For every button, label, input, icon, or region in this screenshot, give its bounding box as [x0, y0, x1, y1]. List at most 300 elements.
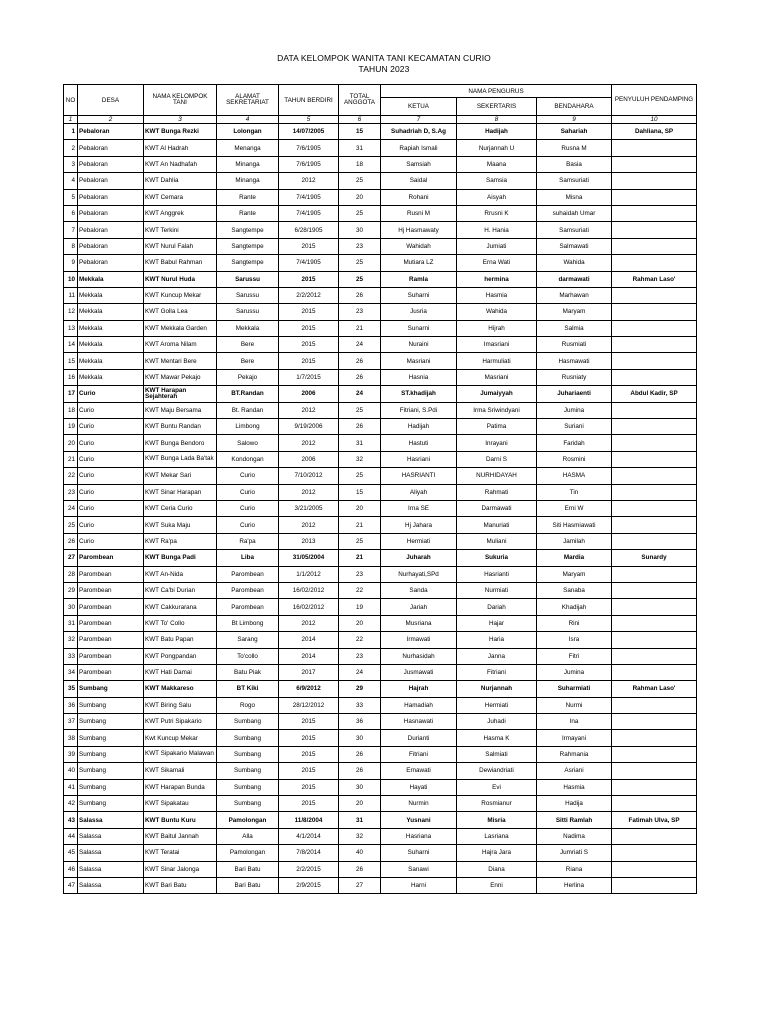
- row-penyuluh: [612, 861, 697, 877]
- row-alamat: Batu Piak: [217, 664, 279, 680]
- row-penyuluh: Rahman Laso': [612, 271, 697, 287]
- row-alamat: Mekkala: [217, 320, 279, 336]
- row-alamat: Sangtempe: [217, 255, 279, 271]
- row-no: 20: [64, 435, 78, 451]
- row-tahun-berdiri: 2015: [279, 796, 339, 812]
- row-bendahara: Jumriati S: [537, 845, 612, 861]
- row-total-anggota: 31: [339, 812, 381, 828]
- table-row: [64, 156, 697, 172]
- row-sekertaris: Irma Sriwindyani: [457, 402, 537, 418]
- row-bendahara: Riana: [537, 861, 612, 877]
- row-bendahara: Jamilah: [537, 533, 612, 549]
- table-row: [64, 599, 697, 615]
- row-sekertaris: hermina: [457, 271, 537, 287]
- row-no: 3: [64, 156, 78, 172]
- row-no: 33: [64, 648, 78, 664]
- row-total-anggota: 19: [339, 599, 381, 615]
- row-tahun-berdiri: 2017: [279, 664, 339, 680]
- row-desa: Curio: [78, 500, 144, 516]
- row-ketua: Hasriani: [381, 451, 457, 467]
- row-ketua: Hastuti: [381, 435, 457, 451]
- row-alamat: Pekajo: [217, 369, 279, 385]
- row-penyuluh: [612, 304, 697, 320]
- row-total-anggota: 26: [339, 353, 381, 369]
- row-nama-kelompok: KWT Cemara: [144, 189, 217, 205]
- table-row: [64, 730, 697, 746]
- row-sekertaris: Misria: [457, 812, 537, 828]
- row-penyuluh: [612, 451, 697, 467]
- row-penyuluh: [612, 369, 697, 385]
- row-nama-kelompok: KWT Ceria Curio: [144, 500, 217, 516]
- row-nama-kelompok: KWT Mekkala Garden: [144, 320, 217, 336]
- row-penyuluh: [612, 615, 697, 631]
- row-desa: Salassa: [78, 812, 144, 828]
- table-row: [64, 664, 697, 680]
- row-sekertaris: Hadijah: [457, 124, 537, 140]
- row-desa: Curio: [78, 468, 144, 484]
- row-total-anggota: 33: [339, 697, 381, 713]
- row-bendahara: Rusniaty: [537, 369, 612, 385]
- table-row: [64, 124, 697, 140]
- row-alamat: Sumbang: [217, 714, 279, 730]
- row-tahun-berdiri: 2/2/2012: [279, 287, 339, 303]
- row-no: 27: [64, 550, 78, 566]
- row-total-anggota: 20: [339, 500, 381, 516]
- table-row: [64, 369, 697, 385]
- row-nama-kelompok: KWT Bunga Lada Ba'tak: [144, 451, 217, 467]
- row-bendahara: Suriani: [537, 419, 612, 435]
- row-total-anggota: 40: [339, 845, 381, 861]
- row-total-anggota: 15: [339, 484, 381, 500]
- row-no: 17: [64, 386, 78, 402]
- row-ketua: Fitriani: [381, 746, 457, 762]
- row-ketua: Hasnawati: [381, 714, 457, 730]
- row-desa: Parombean: [78, 648, 144, 664]
- row-nama-kelompok: KWT Biring Salu: [144, 697, 217, 713]
- row-nama-kelompok: KWT Sipakatau: [144, 796, 217, 812]
- row-desa: Salassa: [78, 828, 144, 844]
- row-total-anggota: 24: [339, 386, 381, 402]
- row-penyuluh: [612, 599, 697, 615]
- row-tahun-berdiri: 2015: [279, 353, 339, 369]
- row-total-anggota: 22: [339, 582, 381, 598]
- row-tahun-berdiri: 16/02/2012: [279, 599, 339, 615]
- row-desa: Mekkala: [78, 320, 144, 336]
- row-penyuluh: [612, 173, 697, 189]
- row-sekertaris: Rahmati: [457, 484, 537, 500]
- column-number: 10: [612, 116, 697, 124]
- row-penyuluh: [612, 337, 697, 353]
- row-desa: Parombean: [78, 664, 144, 680]
- row-bendahara: Samsuriati: [537, 173, 612, 189]
- table-row: [64, 828, 697, 844]
- row-desa: Sumbang: [78, 730, 144, 746]
- row-alamat: Sarussu: [217, 271, 279, 287]
- row-no: 46: [64, 861, 78, 877]
- row-total-anggota: 26: [339, 763, 381, 779]
- row-sekertaris: Juhadi: [457, 714, 537, 730]
- row-sekertaris: Maana: [457, 156, 537, 172]
- row-penyuluh: [612, 222, 697, 238]
- row-penyuluh: [612, 582, 697, 598]
- table-row: [64, 222, 697, 238]
- row-ketua: Musriana: [381, 615, 457, 631]
- row-alamat: Rante: [217, 189, 279, 205]
- row-nama-kelompok: KWT Nurul Falah: [144, 238, 217, 254]
- row-no: 29: [64, 582, 78, 598]
- row-no: 4: [64, 173, 78, 189]
- row-sekertaris: Hajra Jara: [457, 845, 537, 861]
- row-penyuluh: Dahliana, SP: [612, 124, 697, 140]
- row-bendahara: Nadima: [537, 828, 612, 844]
- row-bendahara: Juhariaenti: [537, 386, 612, 402]
- row-tahun-berdiri: 2015: [279, 714, 339, 730]
- row-total-anggota: 22: [339, 632, 381, 648]
- table-row: [64, 468, 697, 484]
- row-no: 12: [64, 304, 78, 320]
- row-tahun-berdiri: 9/19/2006: [279, 419, 339, 435]
- row-alamat: Sangtempe: [217, 222, 279, 238]
- row-penyuluh: [612, 730, 697, 746]
- row-ketua: Sanawi: [381, 861, 457, 877]
- row-penyuluh: [612, 763, 697, 779]
- row-ketua: Ramla: [381, 271, 457, 287]
- row-total-anggota: 21: [339, 517, 381, 533]
- row-tahun-berdiri: 16/02/2012: [279, 582, 339, 598]
- row-bendahara: Siti Hasmiawati: [537, 517, 612, 533]
- row-bendahara: Irmayani: [537, 730, 612, 746]
- row-ketua: Nurhasidah: [381, 648, 457, 664]
- table-row: [64, 615, 697, 631]
- column-number: 3: [144, 116, 217, 124]
- row-alamat: Bere: [217, 337, 279, 353]
- row-total-anggota: 18: [339, 156, 381, 172]
- row-total-anggota: 26: [339, 287, 381, 303]
- row-sekertaris: Salmiati: [457, 746, 537, 762]
- header-nama-kelompok: NAMA KELOMPOK TANI: [144, 85, 217, 116]
- row-desa: Mekkala: [78, 287, 144, 303]
- row-bendahara: Sitti Ramlah: [537, 812, 612, 828]
- row-total-anggota: 23: [339, 304, 381, 320]
- row-ketua: Hajrah: [381, 681, 457, 697]
- row-total-anggota: 30: [339, 779, 381, 795]
- row-sekertaris: Darmawati: [457, 500, 537, 516]
- row-desa: Parombean: [78, 550, 144, 566]
- row-sekertaris: Nurjannah U: [457, 140, 537, 156]
- row-bendahara: Jumina: [537, 402, 612, 418]
- row-nama-kelompok: KWT Bari Batu: [144, 877, 217, 893]
- row-ketua: Harni: [381, 877, 457, 893]
- row-no: 1: [64, 124, 78, 140]
- row-sekertaris: Nurmiati: [457, 582, 537, 598]
- row-ketua: Yusnani: [381, 812, 457, 828]
- row-total-anggota: 30: [339, 222, 381, 238]
- row-sekertaris: Imasriani: [457, 337, 537, 353]
- row-alamat: To'collo: [217, 648, 279, 664]
- row-penyuluh: [612, 697, 697, 713]
- row-tahun-berdiri: 31/05/2004: [279, 550, 339, 566]
- row-sekertaris: Haria: [457, 632, 537, 648]
- row-penyuluh: [612, 238, 697, 254]
- row-nama-kelompok: KWT Al Hadrah: [144, 140, 217, 156]
- row-alamat: Curio: [217, 500, 279, 516]
- header-bendahara: BENDAHARA: [537, 98, 612, 116]
- row-nama-kelompok: KWT Ca'bi Durian: [144, 582, 217, 598]
- row-desa: Sumbang: [78, 779, 144, 795]
- row-nama-kelompok: KWT Buntu Randan: [144, 419, 217, 435]
- row-alamat: Curio: [217, 517, 279, 533]
- row-penyuluh: [612, 648, 697, 664]
- row-penyuluh: [612, 877, 697, 893]
- row-tahun-berdiri: 28/12/2012: [279, 697, 339, 713]
- row-ketua: Durianti: [381, 730, 457, 746]
- row-no: 23: [64, 484, 78, 500]
- row-nama-kelompok: KWT Babul Rahman: [144, 255, 217, 271]
- table-row: [64, 648, 697, 664]
- row-total-anggota: 25: [339, 533, 381, 549]
- row-alamat: Sumbang: [217, 746, 279, 762]
- row-tahun-berdiri: 2015: [279, 337, 339, 353]
- row-nama-kelompok: KWT Putri Sipakario: [144, 714, 217, 730]
- row-bendahara: Asriani: [537, 763, 612, 779]
- row-bendahara: Jumina: [537, 664, 612, 680]
- row-bendahara: Rosmini: [537, 451, 612, 467]
- row-tahun-berdiri: 6/9/2012: [279, 681, 339, 697]
- row-nama-kelompok: KWT Batu Papan: [144, 632, 217, 648]
- header-total: TOTAL ANGGOTA: [339, 85, 381, 116]
- table-row: [64, 287, 697, 303]
- header-desa: DESA: [78, 85, 144, 116]
- row-tahun-berdiri: 7/4/1905: [279, 205, 339, 221]
- row-no: 10: [64, 271, 78, 287]
- row-no: 34: [64, 664, 78, 680]
- table-row: [64, 271, 697, 287]
- row-alamat: Pamolongan: [217, 812, 279, 828]
- row-tahun-berdiri: 2015: [279, 271, 339, 287]
- row-tahun-berdiri: 2012: [279, 402, 339, 418]
- row-nama-kelompok: KWT Cakkurarana: [144, 599, 217, 615]
- row-sekertaris: Hasmia: [457, 287, 537, 303]
- row-total-anggota: 24: [339, 664, 381, 680]
- row-desa: Parombean: [78, 599, 144, 615]
- row-tahun-berdiri: 2015: [279, 320, 339, 336]
- row-alamat: BT.Randan: [217, 386, 279, 402]
- row-penyuluh: [612, 189, 697, 205]
- row-desa: Pebaloran: [78, 205, 144, 221]
- row-bendahara: Suharmiati: [537, 681, 612, 697]
- row-tahun-berdiri: 14/07/2005: [279, 124, 339, 140]
- column-number: 1: [64, 116, 78, 124]
- row-ketua: Irmawati: [381, 632, 457, 648]
- row-tahun-berdiri: 2012: [279, 173, 339, 189]
- row-bendahara: Salmawati: [537, 238, 612, 254]
- row-penyuluh: [612, 500, 697, 516]
- row-alamat: Sumbang: [217, 730, 279, 746]
- row-sekertaris: Jumaiyyah: [457, 386, 537, 402]
- row-nama-kelompok: KWT Bunga Bendoro: [144, 435, 217, 451]
- row-ketua: Sanda: [381, 582, 457, 598]
- row-penyuluh: [612, 828, 697, 844]
- row-nama-kelompok: KWT Mentari Bere: [144, 353, 217, 369]
- row-nama-kelompok: KWT Harapan Bunda: [144, 779, 217, 795]
- row-sekertaris: Fitriani: [457, 664, 537, 680]
- row-tahun-berdiri: 2015: [279, 730, 339, 746]
- row-total-anggota: 25: [339, 255, 381, 271]
- row-alamat: Bt Limbong: [217, 615, 279, 631]
- row-penyuluh: [612, 664, 697, 680]
- row-desa: Sumbang: [78, 681, 144, 697]
- row-alamat: Sarang: [217, 632, 279, 648]
- header-penyuluh: PENYULUH PENDAMPING: [612, 85, 697, 116]
- row-sekertaris: Hijrah: [457, 320, 537, 336]
- row-nama-kelompok: KWT An-Nida: [144, 566, 217, 582]
- row-no: 11: [64, 287, 78, 303]
- document-year: TAHUN 2023: [358, 64, 410, 74]
- row-alamat: Parombean: [217, 582, 279, 598]
- row-desa: Parombean: [78, 615, 144, 631]
- row-tahun-berdiri: 2013: [279, 533, 339, 549]
- row-tahun-berdiri: 2015: [279, 746, 339, 762]
- table-row: [64, 205, 697, 221]
- row-alamat: Menanga: [217, 140, 279, 156]
- header-nama-pengurus: NAMA PENGURUS: [381, 85, 612, 98]
- row-nama-kelompok: KWT Sikamali: [144, 763, 217, 779]
- row-tahun-berdiri: 2015: [279, 238, 339, 254]
- row-nama-kelompok: KWT Terkini: [144, 222, 217, 238]
- row-nama-kelompok: KWT Hati Damai: [144, 664, 217, 680]
- row-total-anggota: 27: [339, 877, 381, 893]
- row-alamat: Rante: [217, 205, 279, 221]
- row-penyuluh: [612, 632, 697, 648]
- row-alamat: Sumbang: [217, 779, 279, 795]
- row-alamat: Minanga: [217, 156, 279, 172]
- row-no: 38: [64, 730, 78, 746]
- row-total-anggota: 23: [339, 648, 381, 664]
- row-sekertaris: Patima: [457, 419, 537, 435]
- row-total-anggota: 26: [339, 419, 381, 435]
- row-bendahara: Salmia: [537, 320, 612, 336]
- column-number: 7: [381, 116, 457, 124]
- row-nama-kelompok: KWT Harapan Sejahterah: [144, 386, 217, 402]
- row-bendahara: Maryam: [537, 304, 612, 320]
- row-no: 26: [64, 533, 78, 549]
- row-no: 24: [64, 500, 78, 516]
- row-penyuluh: [612, 320, 697, 336]
- row-total-anggota: 25: [339, 271, 381, 287]
- row-sekertaris: Aisyah: [457, 189, 537, 205]
- row-bendahara: Marhawan: [537, 287, 612, 303]
- row-desa: Mekkala: [78, 271, 144, 287]
- column-number: 4: [217, 116, 279, 124]
- row-ketua: Jusmawati: [381, 664, 457, 680]
- table-row: [64, 632, 697, 648]
- row-tahun-berdiri: 6/28/1905: [279, 222, 339, 238]
- table-row: [64, 255, 697, 271]
- row-sekertaris: Harmuliati: [457, 353, 537, 369]
- row-no: 19: [64, 419, 78, 435]
- table-row: [64, 877, 697, 893]
- row-desa: Pebaloran: [78, 140, 144, 156]
- row-tahun-berdiri: 2006: [279, 451, 339, 467]
- row-ketua: Hamadiah: [381, 697, 457, 713]
- row-sekertaris: Sukuria: [457, 550, 537, 566]
- row-nama-kelompok: KWT Golla Lea: [144, 304, 217, 320]
- row-total-anggota: 26: [339, 861, 381, 877]
- row-total-anggota: 25: [339, 402, 381, 418]
- row-alamat: Ra'pa: [217, 533, 279, 549]
- table-row: [64, 714, 697, 730]
- table-row: [64, 353, 697, 369]
- row-nama-kelompok: KWT Bunga Padi: [144, 550, 217, 566]
- row-no: 2: [64, 140, 78, 156]
- row-penyuluh: [612, 435, 697, 451]
- row-desa: Parombean: [78, 566, 144, 582]
- header-tahun: TAHUN BERDIRI: [279, 85, 339, 116]
- row-desa: Mekkala: [78, 304, 144, 320]
- row-tahun-berdiri: 7/6/1905: [279, 140, 339, 156]
- row-nama-kelompok: Kwt Kuncup Mekar: [144, 730, 217, 746]
- row-ketua: Ernawati: [381, 763, 457, 779]
- row-tahun-berdiri: 1/7/2015: [279, 369, 339, 385]
- table-row: [64, 517, 697, 533]
- row-desa: Salassa: [78, 877, 144, 893]
- row-desa: Sumbang: [78, 697, 144, 713]
- row-desa: Parombean: [78, 632, 144, 648]
- row-total-anggota: 25: [339, 468, 381, 484]
- row-ketua: Suhadriah D, S.Ag: [381, 124, 457, 140]
- row-no: 18: [64, 402, 78, 418]
- row-alamat: Lolongan: [217, 124, 279, 140]
- row-desa: Salassa: [78, 845, 144, 861]
- row-penyuluh: [612, 255, 697, 271]
- row-penyuluh: [612, 517, 697, 533]
- row-no: 22: [64, 468, 78, 484]
- row-tahun-berdiri: 2/9/2015: [279, 877, 339, 893]
- column-number: 5: [279, 116, 339, 124]
- row-total-anggota: 36: [339, 714, 381, 730]
- row-ketua: Hasnia: [381, 369, 457, 385]
- row-desa: Pebaloran: [78, 173, 144, 189]
- row-penyuluh: [612, 205, 697, 221]
- row-nama-kelompok: KWT Sinar Jalonga: [144, 861, 217, 877]
- row-ketua: Hasriana: [381, 828, 457, 844]
- row-no: 40: [64, 763, 78, 779]
- row-desa: Curio: [78, 533, 144, 549]
- row-no: 45: [64, 845, 78, 861]
- row-no: 44: [64, 828, 78, 844]
- table-row: [64, 419, 697, 435]
- row-no: 8: [64, 238, 78, 254]
- row-desa: Curio: [78, 419, 144, 435]
- row-sekertaris: Hasma K: [457, 730, 537, 746]
- row-desa: Curio: [78, 517, 144, 533]
- row-nama-kelompok: KWT Ra'pa: [144, 533, 217, 549]
- row-total-anggota: 23: [339, 566, 381, 582]
- row-penyuluh: Fatimah Ulva, SP: [612, 812, 697, 828]
- kwt-data-table: [63, 84, 697, 894]
- row-sekertaris: Dariah: [457, 599, 537, 615]
- row-ketua: Hermiati: [381, 533, 457, 549]
- row-no: 35: [64, 681, 78, 697]
- row-tahun-berdiri: 7/6/1905: [279, 156, 339, 172]
- row-ketua: Suharni: [381, 845, 457, 861]
- row-sekertaris: Hermiati: [457, 697, 537, 713]
- row-ketua: Mutiara LZ: [381, 255, 457, 271]
- row-no: 15: [64, 353, 78, 369]
- row-total-anggota: 32: [339, 451, 381, 467]
- row-sekertaris: Manuriati: [457, 517, 537, 533]
- row-total-anggota: 21: [339, 320, 381, 336]
